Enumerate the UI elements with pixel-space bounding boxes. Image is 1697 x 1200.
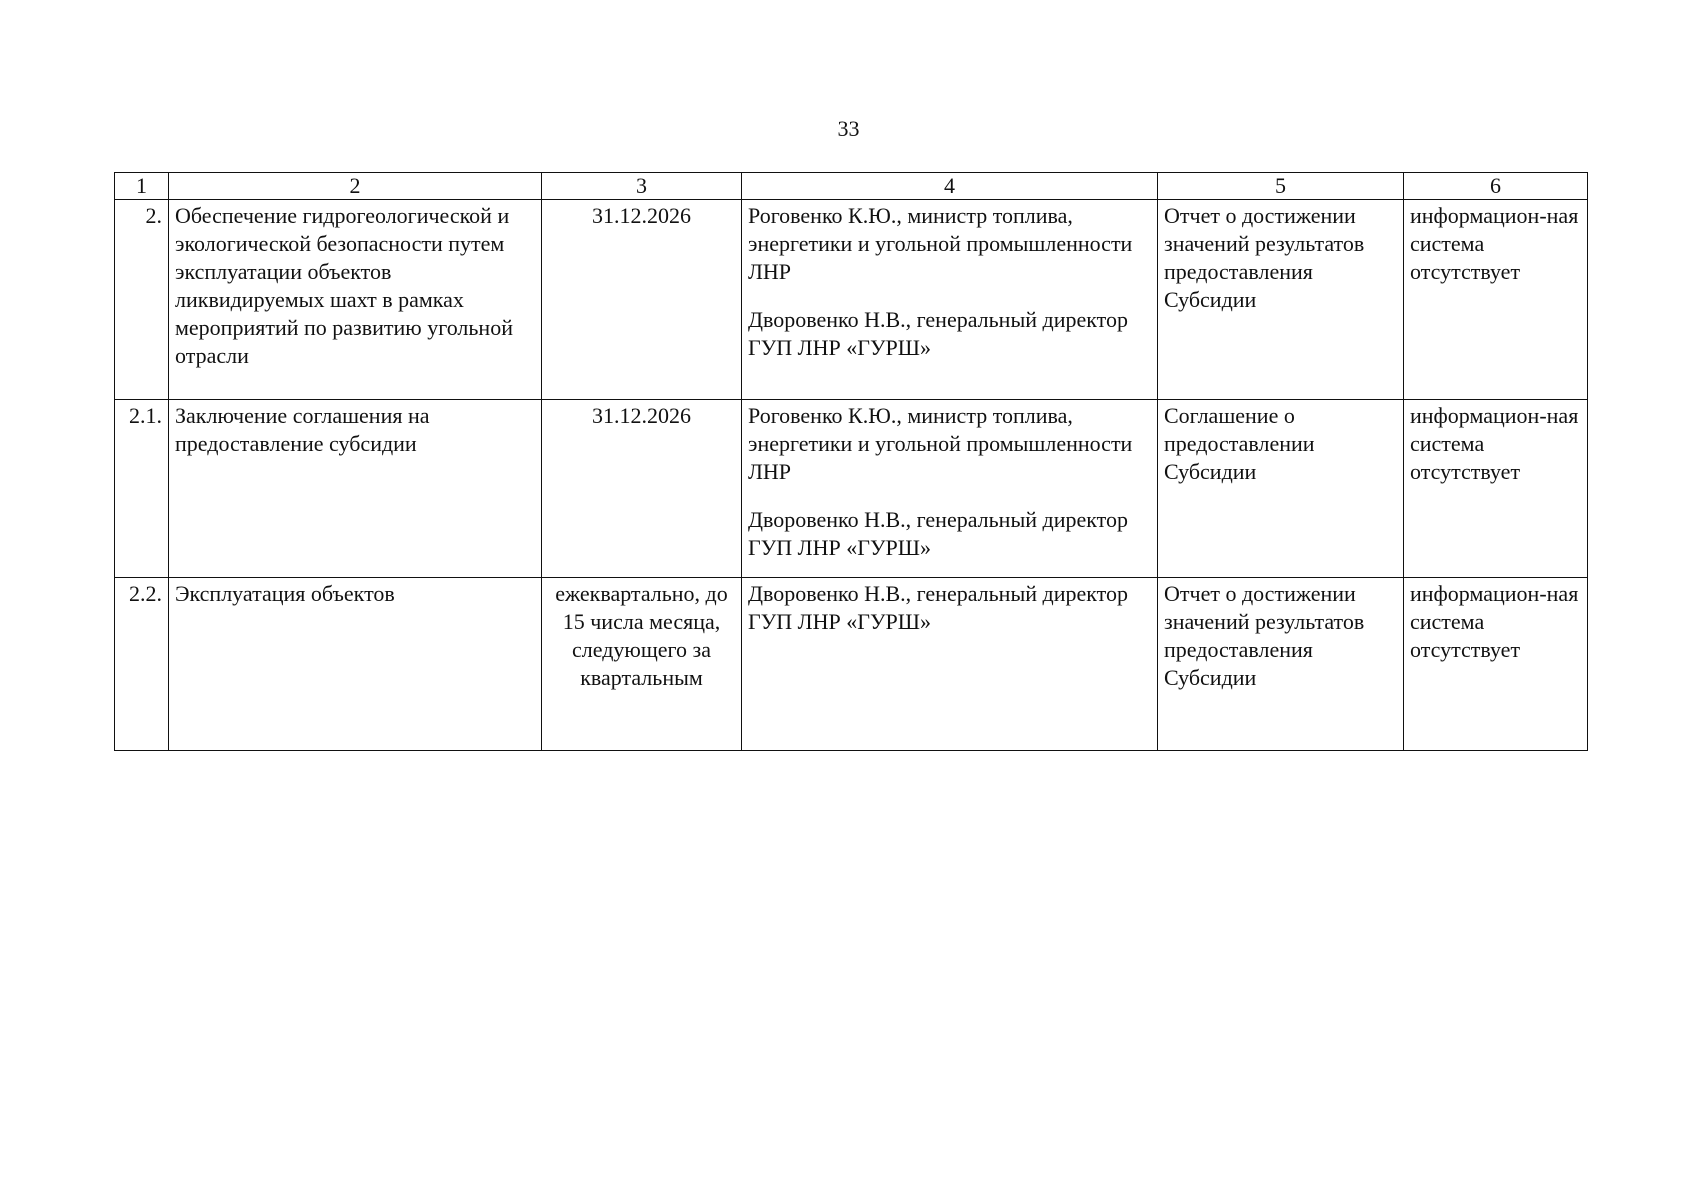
column-header: 2 <box>169 173 542 200</box>
row-number: 2.1. <box>115 400 169 578</box>
column-header: 4 <box>742 173 1158 200</box>
responsible-person: Дворовенко Н.В., генеральный директор ГУП ЛНР «ГУРШ» <box>748 507 1128 560</box>
responsible-cell <box>742 200 1158 400</box>
column-header: 3 <box>542 173 742 200</box>
info-system-cell: информацион-ная система отсутствует <box>1404 200 1588 400</box>
responsible-person: Дворовенко Н.В., генеральный директор ГУП ЛНР «ГУРШ» <box>748 307 1128 360</box>
responsible-cell <box>742 578 1158 751</box>
info-system-cell: информацион-ная система отсутствует <box>1404 578 1588 751</box>
task-cell: Эксплуатация объектов <box>169 578 542 751</box>
responsible-person: Роговенко К.Ю., министр топлива, энергетики и угольной промышленности ЛНР <box>748 203 1133 284</box>
column-header: 6 <box>1404 173 1588 200</box>
deadline-cell: 31.12.2026 <box>542 400 742 578</box>
document-cell: Отчет о достижении значений результатов предоставления Субсидии <box>1158 200 1404 400</box>
document-cell: Отчет о достижении значений результатов предоставления Субсидии <box>1158 578 1404 751</box>
table-row <box>115 200 1588 400</box>
responsible-person: Роговенко К.Ю., министр топлива, энергетики и угольной промышленности ЛНР <box>748 403 1133 484</box>
column-header: 5 <box>1158 173 1404 200</box>
task-cell: Заключение соглашения на предоставление субсидии <box>169 400 542 578</box>
document-cell: Соглашение о предоставлении Субсидии <box>1158 400 1404 578</box>
responsible-person: Дворовенко Н.В., генеральный директор ГУП ЛНР «ГУРШ» <box>748 581 1128 634</box>
row-number: 2. <box>115 200 169 400</box>
page-number: 33 <box>837 116 860 141</box>
row-number: 2.2. <box>115 578 169 751</box>
table-row <box>115 578 1588 751</box>
deadline-cell: ежеквартально, до 15 числа месяца, следующего за квартальным <box>542 578 742 751</box>
header-row <box>115 173 1588 200</box>
responsible-cell <box>742 400 1158 578</box>
task-cell: Обеспечение гидрогеологической и экологической безопасности путем эксплуатации объектов ликвидируемых шахт в рамках мероприятий по развитию угольной отрасли <box>169 200 542 400</box>
column-header: 1 <box>115 173 169 200</box>
deadline-cell: 31.12.2026 <box>542 200 742 400</box>
table-row <box>115 400 1588 578</box>
plan-table <box>114 172 1588 751</box>
info-system-cell: информацион-ная система отсутствует <box>1404 400 1588 578</box>
